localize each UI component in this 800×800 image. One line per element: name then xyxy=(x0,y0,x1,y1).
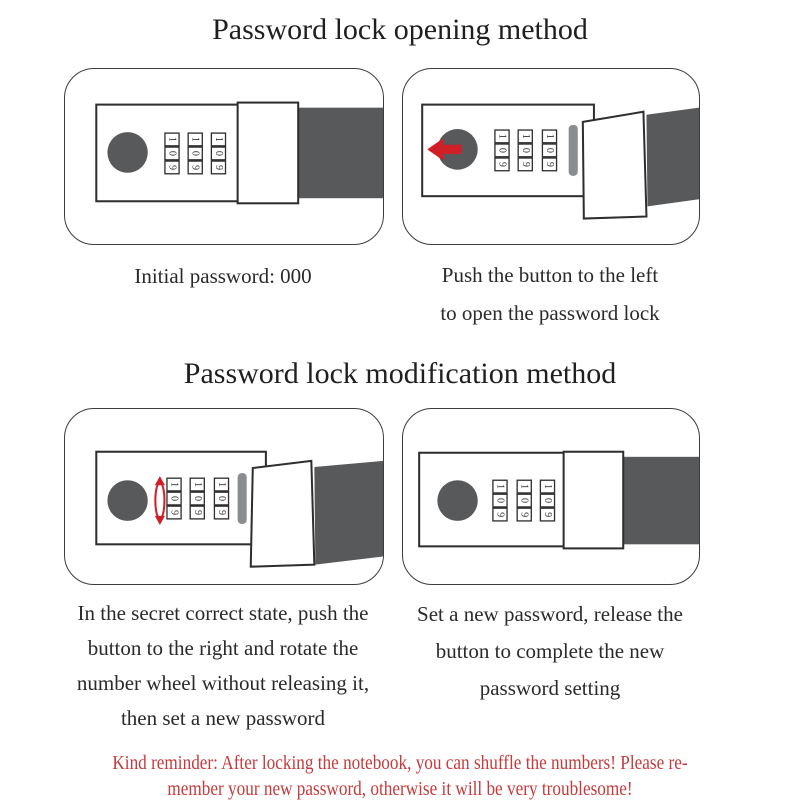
panel-initial-password xyxy=(64,68,384,245)
lock-clasp xyxy=(238,103,299,204)
reminder-line: Kind reminder: After locking the notebook, you can shuffle the numbers! Please re- xyxy=(112,752,688,774)
caption-open-lock xyxy=(402,256,698,332)
lock-button xyxy=(107,132,147,173)
reminder-line: member your new password, otherwise it will be very troublesome! xyxy=(167,778,633,800)
lock-clasp xyxy=(564,452,624,549)
section-title-opening: Password lock opening method xyxy=(212,13,588,46)
caption-line: Initial password: 000 xyxy=(134,264,312,288)
caption-set-password xyxy=(402,596,698,707)
section-title-modification: Password lock modification method xyxy=(183,357,617,390)
caption-line: Set a new password, release the xyxy=(417,602,683,626)
caption-line: to open the password lock xyxy=(440,301,660,325)
panel-open-lock xyxy=(402,68,700,245)
caption-line: number wheel without releasing it, xyxy=(76,671,370,695)
strap xyxy=(623,457,699,545)
clasp-slot xyxy=(238,473,247,524)
caption-initial-password xyxy=(64,258,382,294)
strap xyxy=(646,108,699,207)
caption-line: button to the right and rotate the xyxy=(87,636,359,660)
caption-line: Push the button to the left xyxy=(441,263,659,287)
lock-button xyxy=(437,480,477,521)
reminder-text xyxy=(13,750,787,800)
caption-modify-password xyxy=(44,596,402,736)
lock-clasp-open xyxy=(251,461,315,567)
panel-modify-password xyxy=(64,408,384,585)
caption-line: password setting xyxy=(479,676,621,700)
lock-clasp-open xyxy=(583,112,647,219)
caption-line: button to complete the new xyxy=(435,639,665,663)
strap xyxy=(298,108,383,199)
caption-line: then set a new password xyxy=(120,706,326,730)
clasp-slot xyxy=(569,125,578,176)
lock-button xyxy=(107,480,147,521)
strap xyxy=(314,461,383,565)
panel-set-password xyxy=(402,408,700,585)
caption-line: In the secret correct state, push the xyxy=(77,601,369,625)
